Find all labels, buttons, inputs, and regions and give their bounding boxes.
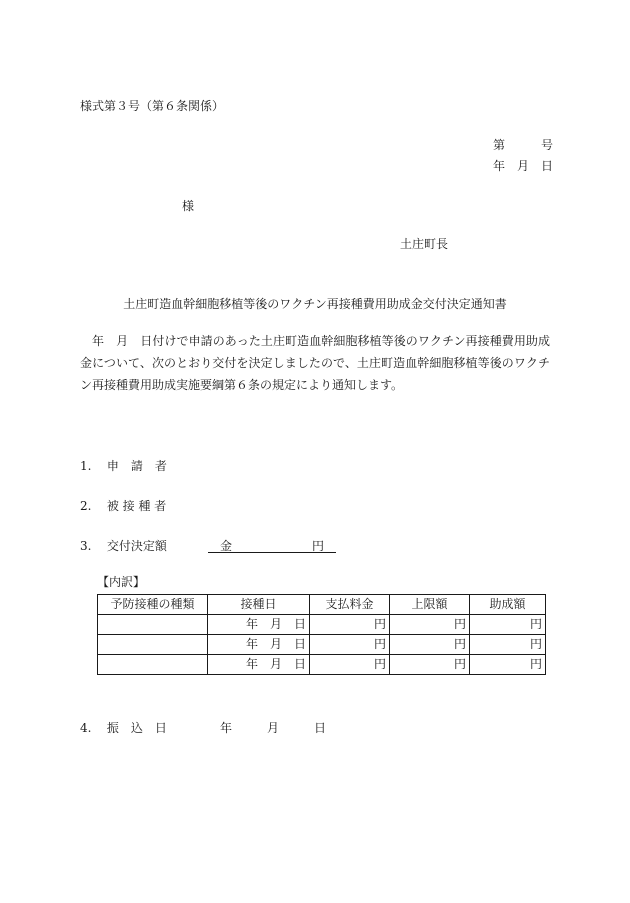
header-upper-limit: 上限額 bbox=[390, 595, 470, 615]
item-applicant bbox=[80, 457, 167, 474]
sender-name: 土庄町長 bbox=[400, 237, 449, 251]
amount-prefix: 金 bbox=[220, 539, 233, 553]
form-number: 様式第３号（第６条関係） bbox=[80, 99, 225, 113]
header-grant-amount: 助成額 bbox=[470, 595, 546, 615]
cell-vaccination-date: 年 月 日 bbox=[208, 615, 310, 635]
cell-grant-amount: 円 bbox=[470, 615, 546, 635]
item-label: 振 込 日 bbox=[106, 721, 167, 735]
issue-date-label: 年 月 日 bbox=[493, 159, 554, 173]
table-row bbox=[98, 615, 546, 635]
item-number: 4. bbox=[80, 721, 92, 735]
cell-vaccine-type bbox=[98, 655, 208, 675]
document-title: 土庄町造血幹細胞移植等後のワクチン再接種費用助成金交付決定通知書 bbox=[123, 297, 507, 311]
addressee-suffix: 様 bbox=[182, 199, 195, 213]
cell-grant-amount: 円 bbox=[470, 655, 546, 675]
cell-vaccination-date: 年 月 日 bbox=[208, 655, 310, 675]
item-number: 3. bbox=[80, 539, 92, 553]
cell-vaccination-date: 年 月 日 bbox=[208, 635, 310, 655]
cell-upper-limit: 円 bbox=[390, 615, 470, 635]
cell-paid-amount: 円 bbox=[310, 635, 390, 655]
cell-paid-amount: 円 bbox=[310, 615, 390, 635]
transfer-day-label: 日 bbox=[314, 721, 327, 735]
transfer-year-label: 年 bbox=[220, 721, 233, 735]
item-number: 2. bbox=[80, 499, 92, 513]
header-vaccine-type: 予防接種の種類 bbox=[98, 595, 208, 615]
cell-vaccine-type bbox=[98, 615, 208, 635]
item-label: 被 接 種 者 bbox=[106, 499, 167, 513]
breakdown-table bbox=[97, 594, 546, 675]
breakdown-label: 【内訳】 bbox=[97, 575, 146, 589]
item-recipient bbox=[80, 497, 166, 514]
cell-vaccine-type bbox=[98, 635, 208, 655]
header-vaccination-date: 接種日 bbox=[208, 595, 310, 615]
cell-upper-limit: 円 bbox=[390, 635, 470, 655]
body-paragraph bbox=[80, 330, 550, 396]
item-label: 申 請 者 bbox=[106, 459, 167, 473]
table-row bbox=[98, 635, 546, 655]
cell-grant-amount: 円 bbox=[470, 635, 546, 655]
cell-paid-amount: 円 bbox=[310, 655, 390, 675]
item-number: 1. bbox=[80, 459, 92, 473]
document-number-label: 第 号 bbox=[493, 138, 554, 152]
transfer-month-label: 月 bbox=[267, 721, 280, 735]
table-header-row bbox=[98, 595, 546, 615]
item-transfer-date bbox=[80, 719, 167, 736]
header-paid-amount: 支払料金 bbox=[310, 595, 390, 615]
item-grant-amount bbox=[80, 537, 167, 554]
body-text: 年 月 日付けで申請のあった土庄町造血幹細胞移植等後のワクチン再接種費用助成金について、次のとおり交付を決定しましたので、土庄町造血幹細胞移植等後のワクチン再接種費用助成実施要綱第６条の規定により通知します。 bbox=[80, 334, 550, 392]
item-label: 交付決定額 bbox=[106, 539, 167, 553]
amount-unit: 円 bbox=[312, 539, 325, 553]
cell-upper-limit: 円 bbox=[390, 655, 470, 675]
table-row bbox=[98, 655, 546, 675]
